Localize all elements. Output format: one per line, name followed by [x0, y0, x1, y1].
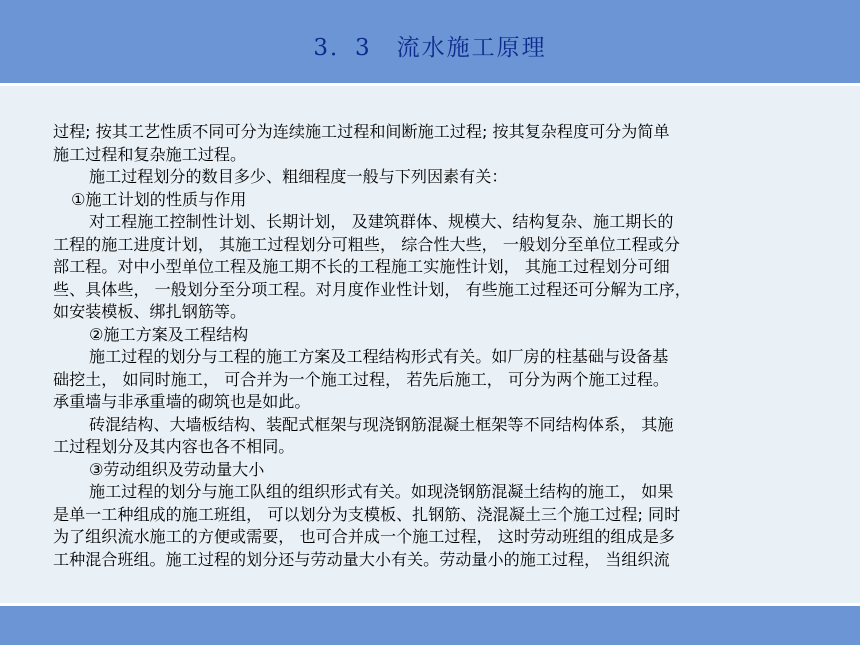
- text-line: 础挖土， 如同时施工， 可合并为一个施工过程， 若先后施工， 可分为两个施工过程。: [53, 369, 669, 389]
- text-line: 如安装模板、绑扎钢筋等。: [53, 302, 247, 321]
- body-text: [53, 121, 805, 571]
- text-line: 施工过程的划分与工程的施工方案及工程结构形式有关。如厂房的柱基础与设备基: [89, 347, 669, 366]
- text-line: 过程; 按其工艺性质不同可分为连续施工过程和间断施工过程; 按其复杂程度可分为简单: [53, 122, 670, 141]
- page-title: 3．3 流水施工原理: [313, 35, 547, 61]
- section-heading: ②施工方案及工程结构: [89, 324, 249, 344]
- text-line: 砖混结构、大墙板结构、装配式框架与现浇钢筋混凝土框架等不同结构体系， 其施: [89, 414, 674, 434]
- footer-bar: [0, 603, 860, 645]
- text-line: 工程的施工进度计划， 其施工过程划分可粗些， 综合性大些， 一般划分至单位工程或分: [53, 234, 680, 254]
- text-line: 对工程施工控制性计划、长期计划， 及建筑群体、规模大、结构复杂、施工期长的: [89, 212, 674, 231]
- header-bar: [0, 0, 860, 86]
- text-line: 施工过程的划分与施工队组的组织形式有关。如现浇钢筋混凝土结构的施工， 如果: [89, 482, 674, 501]
- text-line: 施工过程和复杂施工过程。: [53, 144, 247, 164]
- text-line: 是单一工种组成的施工班组， 可以划分为支模板、扎钢筋、浇混凝土三个施工过程; 同时: [53, 504, 681, 524]
- text-line: 工过程划分及其内容也各不相同。: [53, 437, 295, 456]
- text-line: 施工过程划分的数目多少、粗细程度一般与下列因素有关：: [89, 167, 508, 186]
- text-line: 工种混合班组。施工过程的划分还与劳动量大小有关。劳动量小的施工过程， 当组织流: [53, 549, 670, 569]
- text-line: 部工程。对中小型单位工程及施工期不长的工程施工实施性计划， 其施工过程划分可细: [53, 257, 670, 276]
- text-line: 些、具体些， 一般划分至分项工程。对月度作业性计划， 有些施工过程还可分解为工序，: [53, 279, 691, 299]
- section-heading: ①施工计划的性质与作用: [71, 189, 247, 209]
- text-line: 承重墙与非承重墙的砌筑也是如此。: [53, 392, 311, 411]
- text-line: 为了组织流水施工的方便或需要， 也可合并成一个施工过程， 这时劳动班组的组成是多: [53, 527, 675, 546]
- section-heading: ③劳动组织及劳动量大小: [89, 459, 265, 479]
